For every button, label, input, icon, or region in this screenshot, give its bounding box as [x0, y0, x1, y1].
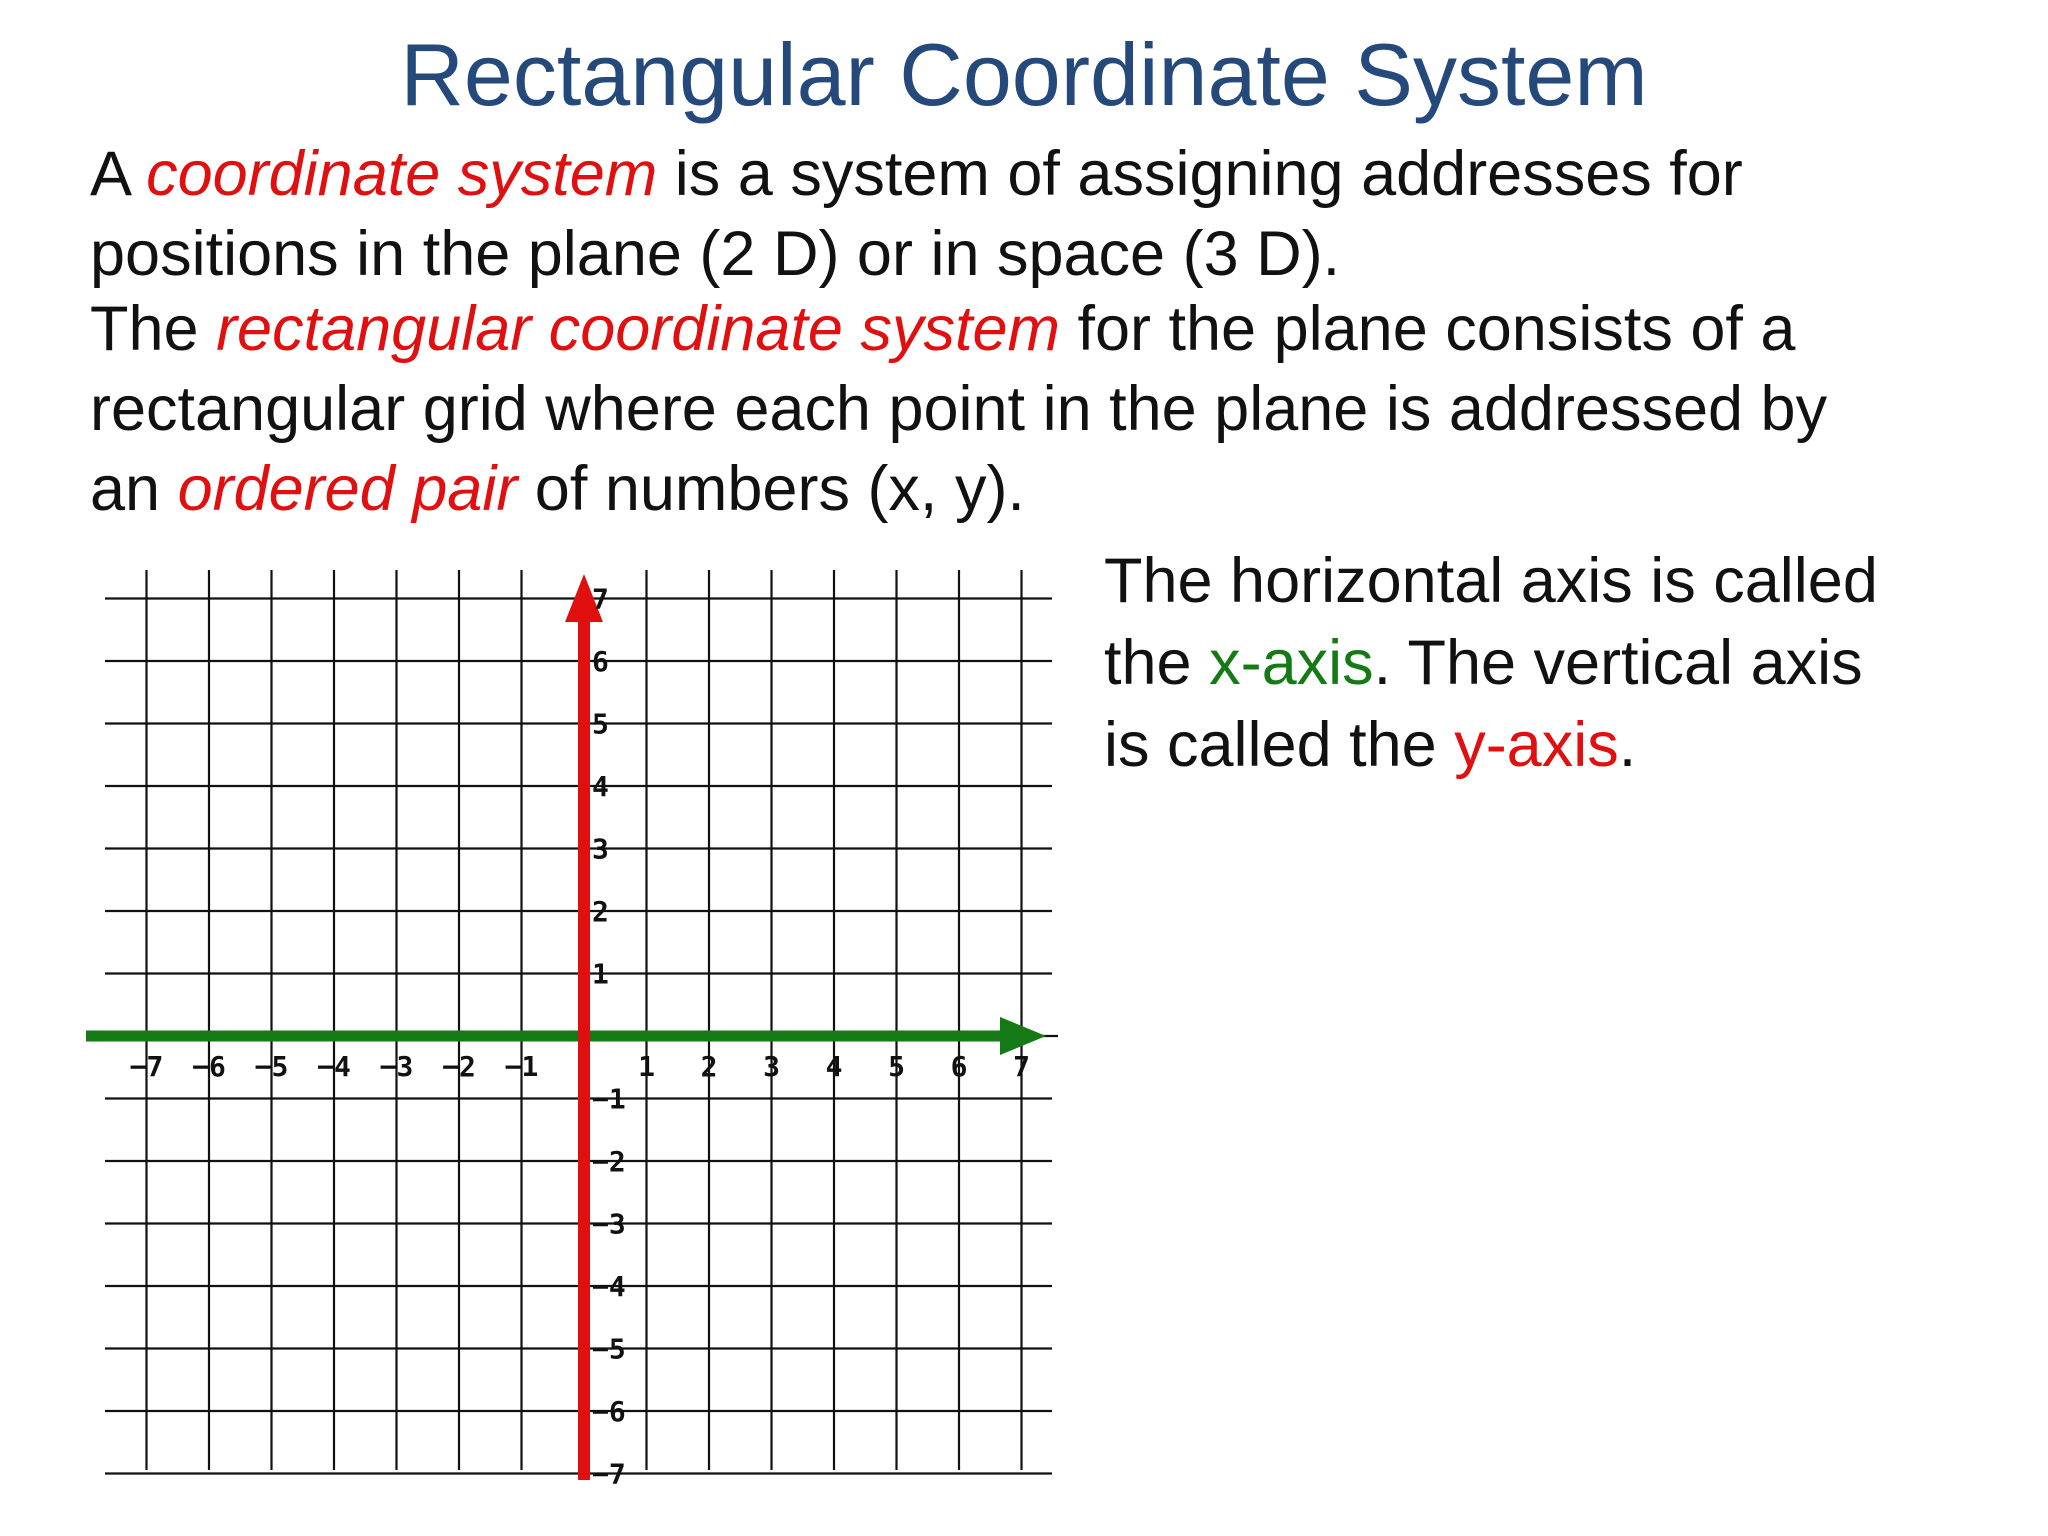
side-line2-post: . The vertical axis — [1373, 628, 1863, 698]
x-tick-label: 6 — [950, 1050, 968, 1083]
x-tick-label: −7 — [129, 1050, 164, 1083]
para2-post: for the plane consists of a — [1059, 294, 1796, 364]
y-tick-label: 1 — [592, 957, 609, 991]
y-tick-label: −3 — [592, 1207, 626, 1241]
para2-line3-pre: an — [90, 454, 178, 524]
para2-pre: The — [90, 294, 217, 364]
y-axis-term: y-axis — [1454, 710, 1619, 780]
x-tick-label: 3 — [763, 1050, 780, 1083]
rectangular-system-definition — [90, 289, 2020, 529]
x-tick-label: 2 — [700, 1050, 718, 1083]
x-tick-label: −3 — [379, 1050, 414, 1083]
x-tick-label: 5 — [888, 1050, 905, 1083]
para2-line2: rectangular grid where each point in the plane is addressed by — [90, 374, 1828, 444]
x-tick-label: −4 — [317, 1050, 351, 1083]
term-coordinate-system: coordinate system — [146, 139, 658, 209]
x-tick-label: 7 — [1013, 1050, 1030, 1083]
para2-line3-post: of numbers (x, y). — [517, 454, 1025, 524]
side-line3-post: . — [1618, 710, 1637, 780]
y-tick-label: 7 — [592, 582, 609, 616]
para1-post: is a system of assigning addresses for — [657, 139, 1743, 209]
x-axis-term: x-axis — [1209, 628, 1374, 698]
y-tick-label: −5 — [592, 1332, 626, 1366]
axis-explanation — [1104, 540, 2034, 786]
y-tick-label: −2 — [592, 1145, 626, 1178]
term-ordered-pair: ordered pair — [177, 454, 518, 524]
y-tick-label: 4 — [592, 770, 609, 803]
coordinate-system-definition — [90, 134, 2020, 294]
x-tick-label: −5 — [254, 1050, 289, 1083]
side-line2-pre: the — [1104, 628, 1210, 698]
y-tick-label: 5 — [592, 707, 609, 741]
coordinate-grid — [0, 540, 1090, 1490]
term-rectangular-coordinate-system: rectangular coordinate system — [216, 294, 1060, 364]
x-tick-label: 1 — [638, 1050, 655, 1083]
slide-title: Rectangular Coordinate System — [400, 25, 1648, 124]
y-tick-label: −6 — [592, 1395, 626, 1428]
y-tick-label: −4 — [592, 1270, 626, 1303]
para1-line2: positions in the plane (2 D) or in space (3 D). — [90, 219, 1341, 289]
y-tick-label: −7 — [592, 1457, 626, 1490]
y-tick-label: 2 — [592, 895, 609, 928]
x-tick-label: −2 — [442, 1050, 476, 1083]
side-line1: The horizontal axis is called — [1104, 546, 1878, 616]
para1-pre: A — [90, 139, 147, 209]
side-line3-pre: is called the — [1104, 710, 1455, 780]
y-tick-label: −1 — [592, 1082, 626, 1116]
x-tick-label: −6 — [192, 1050, 226, 1083]
x-tick-label: 4 — [825, 1050, 843, 1083]
y-tick-label: 6 — [592, 645, 609, 678]
y-tick-label: 3 — [592, 832, 609, 866]
x-tick-label: −1 — [504, 1050, 539, 1083]
